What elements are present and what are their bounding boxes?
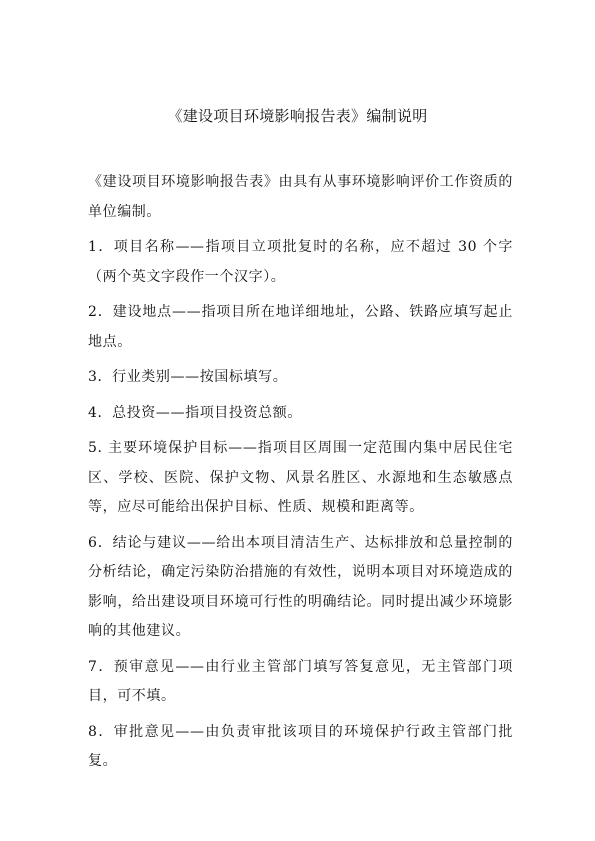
document-body [88, 168, 513, 783]
item-total-investment: 4．总投资——指项目投资总额。 [88, 404, 302, 421]
item-conclusions: 6．结论与建议——给出本项目清洁生产、达标排放和总量控制的分析结论，确定污染防治措施的有效性，说明本项目对环境造成的影响，给出建设项目环境可行性的明确结论。同时提出减少环境影响的其他建议。 [88, 534, 513, 639]
item-construction-site: 2．建设地点——指项目所在地详细地址，公路、铁路应填写起止地点。 [88, 304, 513, 350]
item-protection-targets: 5. 主要环境保护目标——指项目区周围一定范围内集中居民住宅区、学校、医院、保护文物、风景名胜区、水源地和生态敏感点等，应尽可能给出保护目标、性质、规模和距离等。 [88, 440, 513, 515]
item-industry-category: 3．行业类别——按国标填写。 [88, 369, 288, 385]
item-preliminary-opinion: 7．预审意见——由行业主管部门填写答复意见，无主管部门项目，可不填。 [88, 658, 513, 704]
document-title: 《建设项目环境影响报告表》编制说明 [167, 107, 428, 125]
item-approval-opinion: 8．审批意见——由负责审批该项目的环境保护行政主管部门批复。 [88, 723, 513, 769]
item-project-name: 1．项目名称——指项目立项批复时的名称，应不超过 30 个字（两个英文字段作一个汉字）。 [88, 239, 513, 285]
intro-paragraph: 《建设项目环境影响报告表》由具有从事环境影响评价工作资质的单位编制。 [88, 174, 513, 220]
